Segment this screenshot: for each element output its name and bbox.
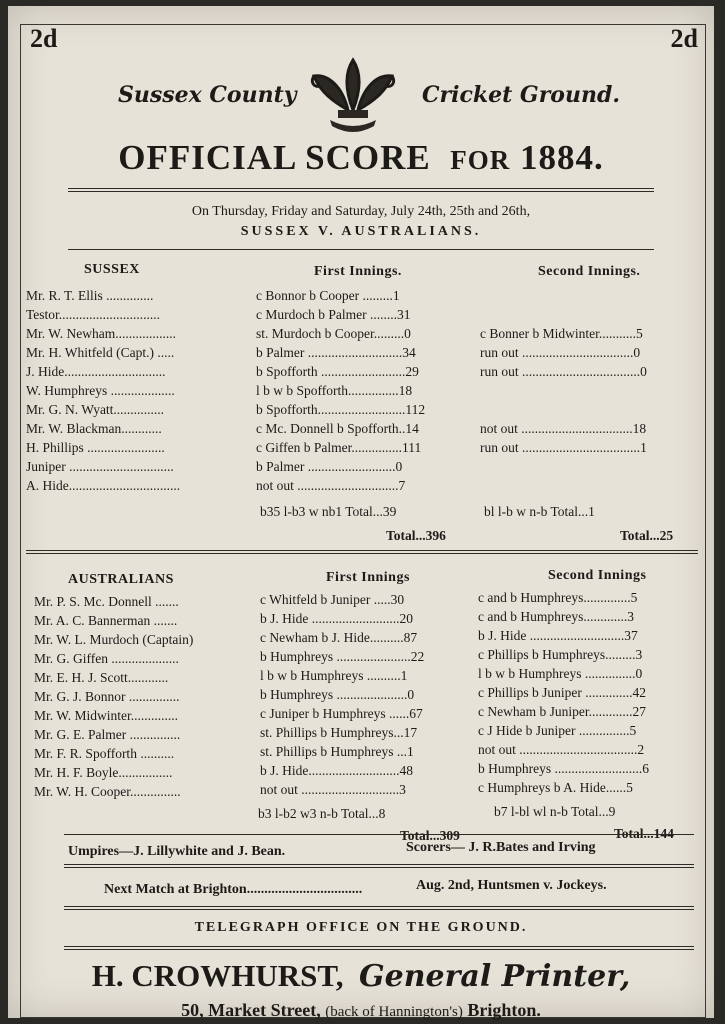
- second-innings-score: not out .................................18: [480, 421, 647, 436]
- second-innings-score: not out ...................................2: [478, 742, 645, 757]
- date-line: On Thursday, Friday and Saturday, July 24th, 25th and 26th,: [191, 204, 531, 219]
- page-title: [8, 138, 714, 178]
- divider: [68, 249, 654, 250]
- printer-town: Brighton.: [467, 1000, 541, 1020]
- australians-extras-first: b3 l-b2 w3 n-b Total...8: [258, 806, 386, 821]
- printer-line: [8, 958, 714, 994]
- first-innings-score: st. Phillips b Humphreys ...1: [260, 744, 414, 759]
- batsman-name: H. Phillips .......................: [26, 440, 165, 455]
- umpires-line: Umpires—J. Lillywhite and J. Bean.: [68, 844, 286, 859]
- second-innings-score: l b w b Humphreys ...............0: [478, 666, 643, 681]
- first-innings-score: st. Murdoch b Cooper.........0: [256, 326, 411, 341]
- first-innings-score: b Spofforth .........................29: [256, 364, 419, 379]
- sussex-extras-first: b35 l-b3 w nb1 Total...39: [260, 504, 397, 519]
- printer-name: H. CROWHURST,: [91, 958, 344, 993]
- printer-note: (back of Hannington's): [325, 1004, 463, 1020]
- first-innings-score: b Palmer ............................34: [256, 345, 416, 360]
- ground-name-left: Sussex County: [118, 82, 297, 108]
- batsman-name: Mr. G. E. Palmer ...............: [34, 727, 181, 742]
- first-innings-score: c Juniper b Humphreys ......67: [260, 706, 423, 721]
- batsman-name: Mr. E. H. J. Scott............: [34, 670, 169, 685]
- second-innings-score: c Phillips b Juniper ..............42: [478, 685, 646, 700]
- printer-address: [8, 1000, 714, 1021]
- batsman-name: Mr. W. Newham..................: [26, 326, 176, 341]
- batsman-name: Juniper ...............................: [26, 459, 174, 474]
- batsman-name: W. Humphreys ...................: [26, 383, 175, 398]
- price-right: 2d: [670, 24, 698, 53]
- batsman-name: Mr. W. H. Cooper...............: [34, 784, 181, 799]
- sussex-total-first: Total...396: [386, 528, 446, 543]
- australians-team-label: AUSTRALIANS: [68, 572, 174, 587]
- price-left: 2d: [30, 24, 58, 53]
- batsman-name: Mr. P. S. Mc. Donnell .......: [34, 594, 179, 609]
- second-innings-score: c Phillips b Humphreys.........3: [478, 647, 643, 662]
- batsman-name: Mr. W. L. Murdoch (Captain): [34, 632, 194, 647]
- first-innings-score: c Bonnor b Cooper .........1: [256, 288, 400, 303]
- title-for: FOR: [450, 145, 511, 175]
- printer-street: Market Street,: [208, 1000, 321, 1020]
- second-innings-score: c and b Humphreys.............3: [478, 609, 634, 624]
- title-year: 1884.: [520, 138, 604, 177]
- second-innings-score: c Bonner b Midwinter...........5: [480, 326, 643, 341]
- title-main: OFFICIAL SCORE: [118, 138, 431, 177]
- second-innings-score: c and b Humphreys..............5: [478, 590, 638, 605]
- next-match-label: Next Match at Brighton.................................: [104, 882, 363, 897]
- first-innings-score: b Humphreys ......................22: [260, 649, 425, 664]
- divider: [64, 906, 694, 910]
- divider: [64, 946, 694, 950]
- second-innings-score: run out ...................................1: [480, 440, 647, 455]
- printer-trade: General Printer,: [358, 959, 631, 994]
- second-innings-score: c J Hide b Juniper ...............5: [478, 723, 637, 738]
- first-innings-score: c Whitfeld b Juniper .....30: [260, 592, 405, 607]
- divider: [64, 864, 694, 868]
- batsman-name: Mr. R. T. Ellis ..............: [26, 288, 154, 303]
- scorecard: [8, 6, 714, 1018]
- first-innings-score: b J. Hide...........................48: [260, 763, 413, 778]
- sussex-extras-second: bl l-b w n-b Total...1: [484, 504, 595, 519]
- second-innings-score: c Humphreys b A. Hide......5: [478, 780, 633, 795]
- batsman-name: J. Hide..............................: [26, 364, 166, 379]
- printer-number: 50,: [181, 1000, 204, 1020]
- second-innings-score: run out ...................................0: [480, 364, 647, 379]
- telegraph-notice: TELEGRAPH OFFICE ON THE GROUND.: [194, 920, 528, 935]
- batsman-name: Mr. W. Midwinter..............: [34, 708, 179, 723]
- first-innings-score: l b w b Spofforth...............18: [256, 383, 413, 398]
- first-innings-score: st. Phillips b Humphreys...17: [260, 725, 418, 740]
- batsman-name: Mr. G. N. Wyatt...............: [26, 402, 165, 417]
- sussex-total-second: Total...25: [620, 528, 674, 543]
- australians-total-first: Total...309: [400, 828, 460, 843]
- second-innings-score: run out .................................0: [480, 345, 641, 360]
- australians-extras-second: b7 l-bl wl n-b Total...9: [494, 804, 616, 819]
- first-innings-score: c Mc. Donnell b Spofforth..14: [256, 421, 419, 436]
- first-innings-score: c Giffen b Palmer...............111: [256, 440, 422, 455]
- australians-total-second: Total...144: [614, 826, 674, 841]
- first-innings-score: b Palmer ..........................0: [256, 459, 403, 474]
- second-innings-score: b J. Hide ............................37: [478, 628, 638, 643]
- first-innings-score: b Spofforth..........................112: [256, 402, 426, 417]
- sussex-team-label: SUSSEX: [84, 262, 140, 277]
- batsman-name: Mr. H. F. Boyle................: [34, 765, 173, 780]
- batsman-name: Testor..............................: [26, 307, 161, 322]
- australians-first-innings-label: First Innings: [326, 570, 410, 585]
- divider: [64, 834, 694, 835]
- prince-of-wales-feathers-icon: [308, 52, 398, 138]
- first-innings-score: b Humphreys .....................0: [260, 687, 415, 702]
- first-innings-score: not out ..............................7: [256, 478, 406, 493]
- first-innings-score: b J. Hide ..........................20: [260, 611, 413, 626]
- batsman-name: A. Hide.................................: [26, 478, 181, 493]
- second-innings-score: b Humphreys ..........................6: [478, 761, 649, 776]
- sussex-first-innings-label: First Innings.: [314, 264, 402, 279]
- next-match-details: Aug. 2nd, Huntsmen v. Jockeys.: [416, 878, 607, 893]
- sussex-second-innings-label: Second Innings.: [538, 264, 641, 279]
- ground-name-right: Cricket Ground.: [422, 82, 620, 108]
- first-innings-score: c Newham b J. Hide..........87: [260, 630, 418, 645]
- match-line: SUSSEX V. AUSTRALIANS.: [240, 224, 482, 239]
- batsman-name: Mr. G. Giffen ....................: [34, 651, 179, 666]
- divider: [26, 550, 698, 554]
- australians-second-innings-label: Second Innings: [548, 568, 647, 583]
- first-innings-score: c Murdoch b Palmer ........31: [256, 307, 411, 322]
- divider: [68, 188, 654, 192]
- batsman-name: Mr. F. R. Spofforth ..........: [34, 746, 175, 761]
- first-innings-score: l b w b Humphreys ..........1: [260, 668, 408, 683]
- scorers-line: Scorers— J. R.Bates and Irving: [406, 840, 596, 855]
- first-innings-score: not out .............................3: [260, 782, 406, 797]
- batsman-name: Mr. G. J. Bonnor ...............: [34, 689, 180, 704]
- batsman-name: Mr. H. Whitfeld (Capt.) .....: [26, 345, 175, 360]
- batsman-name: Mr. W. Blackman............: [26, 421, 162, 436]
- batsman-name: Mr. A. C. Bannerman .......: [34, 613, 178, 628]
- second-innings-score: c Newham b Juniper.............27: [478, 704, 646, 719]
